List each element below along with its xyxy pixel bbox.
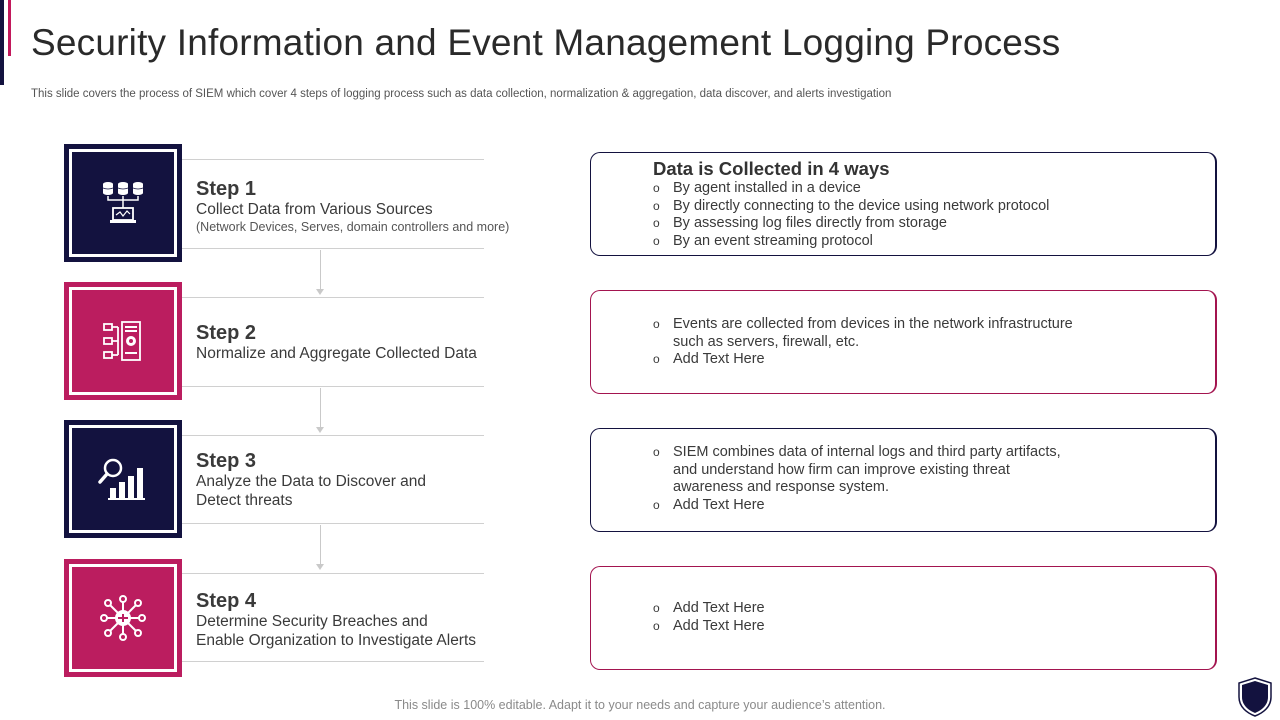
- bullet-mark: o: [653, 497, 660, 512]
- step-1-to-2-arrow: [315, 250, 327, 296]
- divider: [182, 159, 484, 160]
- step-4-description-line-2: Enable Organization to Investigate Alerts: [196, 632, 477, 649]
- accent-bar-secondary: [8, 0, 11, 56]
- step-1-description: Collect Data from Various Sources: [196, 201, 433, 218]
- card-3-bullet: o Add Text Here: [653, 496, 765, 513]
- step-4: [196, 590, 536, 650]
- network-nodes-icon: [98, 593, 148, 643]
- card-1-bullet: o By an event streaming protocol: [653, 232, 873, 249]
- bullet-mark: o: [653, 601, 660, 615]
- step-2-details-card: [590, 290, 1217, 394]
- card-3-bullet: o SIEM combines data of internal logs and third party artifacts,: [653, 444, 1061, 460]
- accent-bar: [0, 0, 4, 85]
- divider: [182, 435, 484, 436]
- card-3-bullet-continuation: and understand how firm can improve existing threat: [673, 461, 1010, 478]
- bullet-mark: o: [653, 618, 660, 633]
- step-2-label: Step 2: [196, 322, 257, 344]
- bullet-mark: o: [653, 352, 660, 366]
- card-4-bullet: o Add Text Here: [653, 617, 765, 634]
- step-3-to-4-arrow: [315, 525, 327, 571]
- card-2-bullet-continuation: such as servers, firewall, etc.: [673, 333, 860, 350]
- step-2-description: Normalize and Aggregate Collected Data: [196, 345, 477, 362]
- step-3: [196, 450, 536, 510]
- step-1-details-card: [590, 152, 1217, 256]
- card-1-bullet: o By assessing log files directly from storage: [653, 215, 947, 231]
- bullet-mark: o: [653, 445, 660, 459]
- step-1: [196, 178, 536, 235]
- bullet-mark: o: [653, 198, 660, 213]
- card-2-bullet: o Add Text Here: [653, 351, 765, 367]
- data-processing-icon: [98, 316, 148, 366]
- card-3-bullet-continuation: awareness and response system.: [673, 479, 889, 495]
- card-1-bullet: o By agent installed in a device: [653, 180, 861, 196]
- step-3-description-line-2: Detect threats: [196, 492, 293, 509]
- step-1-label: Step 1: [196, 178, 257, 200]
- step-3-description-line-1: Analyze the Data to Discover and: [196, 473, 427, 490]
- bullet-mark: o: [653, 181, 660, 195]
- page-title: Security Information and Event Management Logging Process: [31, 22, 1061, 63]
- card-1-bullet: o By directly connecting to the device using network protocol: [653, 197, 1050, 214]
- step-1-subtext: (Network Devices, Serves, domain controllers and more): [196, 220, 510, 234]
- step-3-details-card: [590, 428, 1217, 532]
- shield-logo-icon: [1237, 677, 1273, 717]
- footer-note: This slide is 100% editable. Adapt it to your needs and capture your audience’s attention.: [394, 698, 886, 712]
- analytics-search-icon: [98, 454, 148, 504]
- divider: [182, 248, 484, 249]
- step-1-icon-box: [64, 144, 182, 262]
- divider: [182, 573, 484, 574]
- card-4-bullet: o Add Text Here: [653, 600, 765, 616]
- step-4-icon-box: [64, 559, 182, 677]
- step-2: [196, 322, 536, 363]
- step-4-description-line-1: Determine Security Breaches and: [196, 613, 428, 630]
- divider: [182, 386, 484, 387]
- divider: [182, 661, 484, 662]
- divider: [182, 523, 484, 524]
- page-subtitle: This slide covers the process of SIEM which cover 4 steps of logging process such as data collection, normalization & aggregation, data discover, and alerts investigation: [31, 88, 892, 100]
- step-2-icon-box: [64, 282, 182, 400]
- divider: [182, 297, 484, 298]
- step-3-icon-box: [64, 420, 182, 538]
- card-2-bullet: o Events are collected from devices in the network infrastructure: [653, 316, 1073, 332]
- step-4-label: Step 4: [196, 590, 257, 612]
- step-2-to-3-arrow: [315, 388, 327, 434]
- step-4-details-card: [590, 566, 1217, 670]
- card-1-heading: Data is Collected in 4 ways: [653, 158, 890, 179]
- step-3-label: Step 3: [196, 450, 257, 472]
- bullet-mark: o: [653, 216, 660, 230]
- bullet-mark: o: [653, 317, 660, 331]
- database-network-icon: [98, 178, 148, 228]
- bullet-mark: o: [653, 233, 660, 248]
